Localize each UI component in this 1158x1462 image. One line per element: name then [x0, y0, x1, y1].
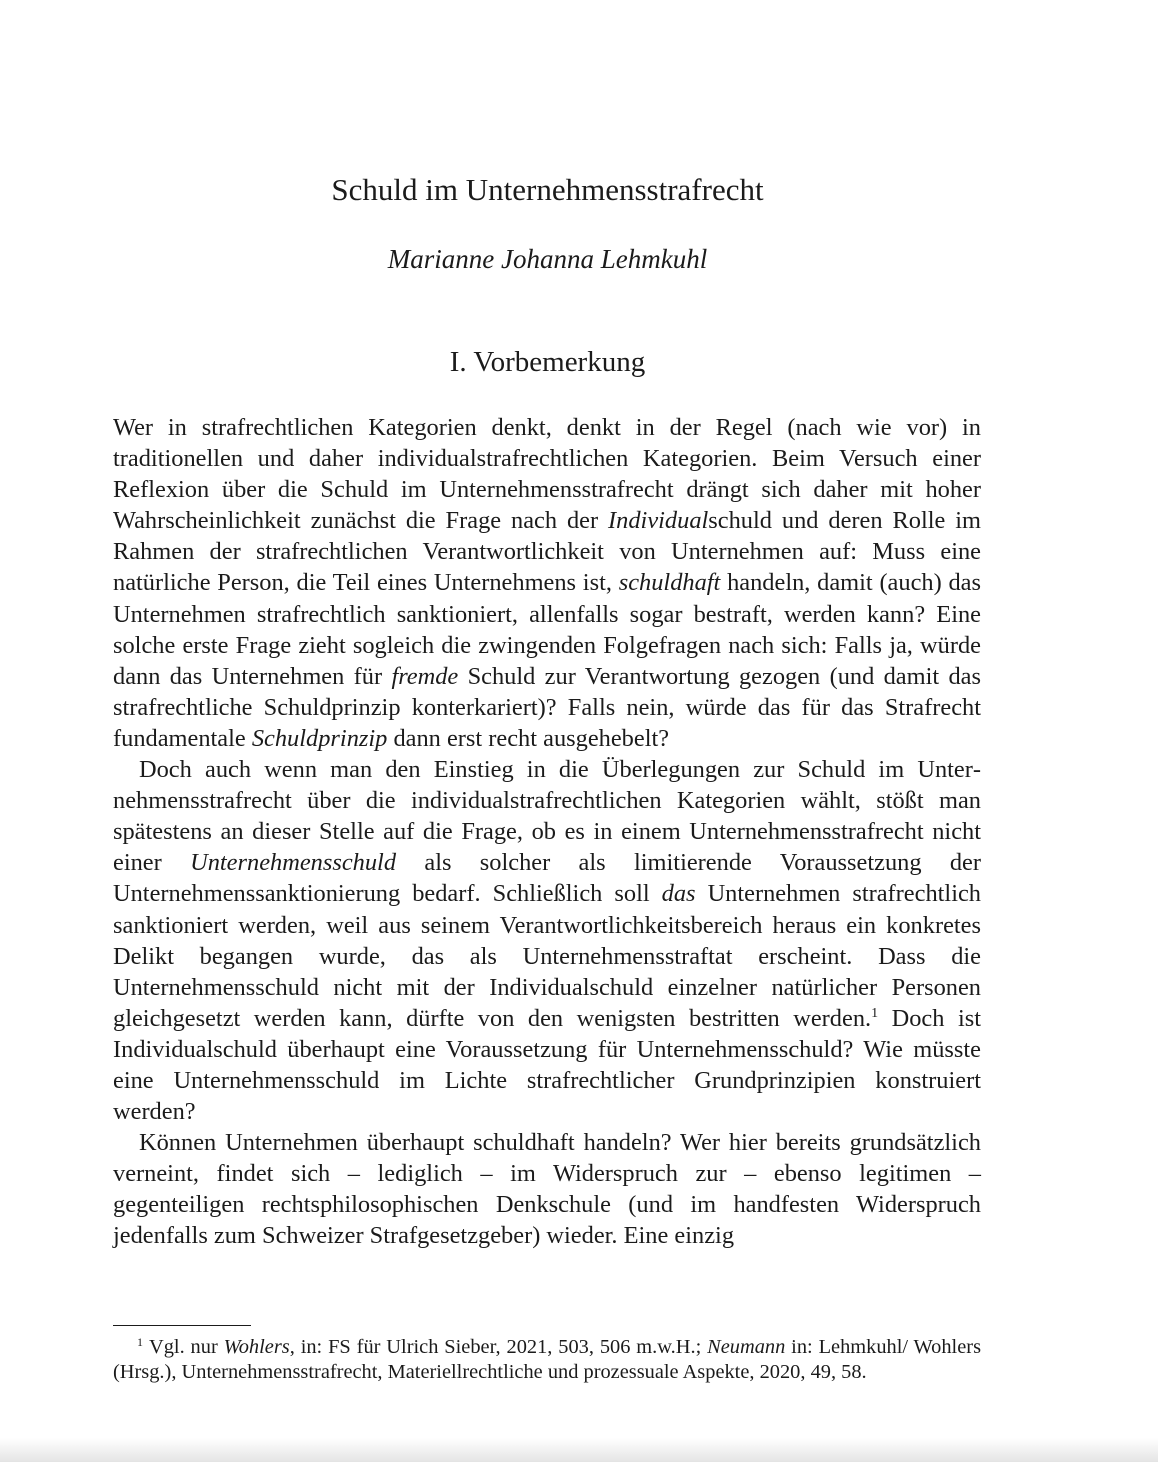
footnote [113, 1335, 981, 1385]
text-run: Doch auch wenn man den Einstieg in die Überlegungen zur Schuld im Unternehmensstrafrecht über die individualstrafrechtlichen Kategorien wählt, stößt man spätestens an dieser Stelle auf die Frage, ob es in einem Unternehmensstrafrecht nicht einer [113, 756, 981, 877]
page-bottom-shadow [0, 1438, 1158, 1462]
text-run: dann erst recht ausgehebelt? [387, 724, 670, 752]
emphasis-text: Unternehmensschuld [190, 849, 397, 877]
author-name: Marianne Johanna Lehmkuhl [387, 244, 708, 274]
emphasis-text: das [661, 880, 696, 908]
emphasis-text: schuldhaft [618, 569, 721, 597]
emphasis-text: Schuldprinzip [251, 724, 388, 752]
section-heading: I. Vorbemerkung [449, 346, 646, 378]
emphasis-text: Individual [608, 507, 709, 535]
emphasis-text: Neumann [707, 1336, 786, 1358]
text-run: als solcher als limitierende Voraussetzung der Unternehmenssanktionierung bedarf. Schließlich soll [113, 849, 982, 908]
text-run: Vgl. nur [149, 1336, 224, 1358]
text-run: Doch ist Individualschuld überhaupt eine Voraussetzung für Unternehmensschuld? Wie müsste eine Unternehmensschuld im Lichte strafrechtlicher Grundprinzipien konstruiert werden? [113, 1004, 981, 1126]
footnote-separator [113, 1325, 251, 1326]
chapter-title: Schuld im Unternehmensstrafrecht [331, 172, 764, 207]
text-run: Schuld zur Verantwortung gezogen (und damit das strafrechtliche Schuldprinzip konterkariert)? Falls nein, würde das für das Strafrecht fundamentale [113, 662, 982, 752]
footnotes [113, 1335, 981, 1385]
paragraph [113, 412, 981, 754]
paragraph [113, 754, 981, 1127]
text-run: handeln, damit (auch) das Unternehmen strafrechtlich sanktioniert, allenfalls sogar bestraft, werden kann? Eine solche erste Frage zieht sogleich die zwingenden Folgefragen nach sich: Falls ja, würde dann das Unternehmen für [113, 569, 981, 690]
emphasis-text: fremde [391, 662, 459, 690]
paragraph [113, 1127, 981, 1251]
footnote-number: 1 [137, 1335, 143, 1349]
body-text [113, 412, 981, 1252]
text-run: , in: FS für Ulrich Sieber, 2021, 503, 506 m.w.H.; [289, 1336, 708, 1358]
footnote-marker[interactable]: 1 [871, 1005, 879, 1021]
text-run: Unternehmen strafrechtlich sanktioniert werden, weil aus seinem Verantwortlichkeitsbereich heraus ein konkretes Delikt begangen wurde, das als Unternehmensstraftat erscheint. Dass die Unternehmensschuld nicht mit der Individualschuld einzelner natürlicher Personen gleichgesetzt werden kann, dürfte von den wenigsten bestritten werden. [113, 880, 981, 1032]
text-run: in: Lehmkuhl/ Wohlers (Hrsg.), Unternehmensstrafrecht, Materiellrechtliche und prozessuale Aspekte, 2020, 49, 58. [113, 1336, 982, 1383]
emphasis-text: Wohlers [223, 1336, 290, 1358]
text-run: Wer in strafrechtlichen Kategorien denkt, denkt in der Regel (nach wie vor) in traditionellen und daher individualstrafrechtlichen Kategorien. Beim Versuch einer Reflexion über die Schuld im Unternehmensstrafrecht drängt sich daher mit hoher Wahrscheinlichkeit zunächst die Frage nach der [113, 414, 981, 535]
text-run: schuld und deren Rolle im Rahmen der strafrechtlichen Verantwortlichkeit von Unternehmen auf: Muss eine natürliche Person, die Teil eines Unternehmens ist, [113, 507, 981, 597]
text-run: Können Unternehmen überhaupt schuldhaft handeln? Wer hier bereits grundsätzlich verneint, findet sich – lediglich – im Widerspruch zur – ebenso legitimen – gegenteiligen rechtsphilosophischen Denkschule (und im handfesten Widerspruch jedenfalls zum Schweizer Strafgesetzgeber) wieder. Eine einzig [113, 1129, 981, 1250]
